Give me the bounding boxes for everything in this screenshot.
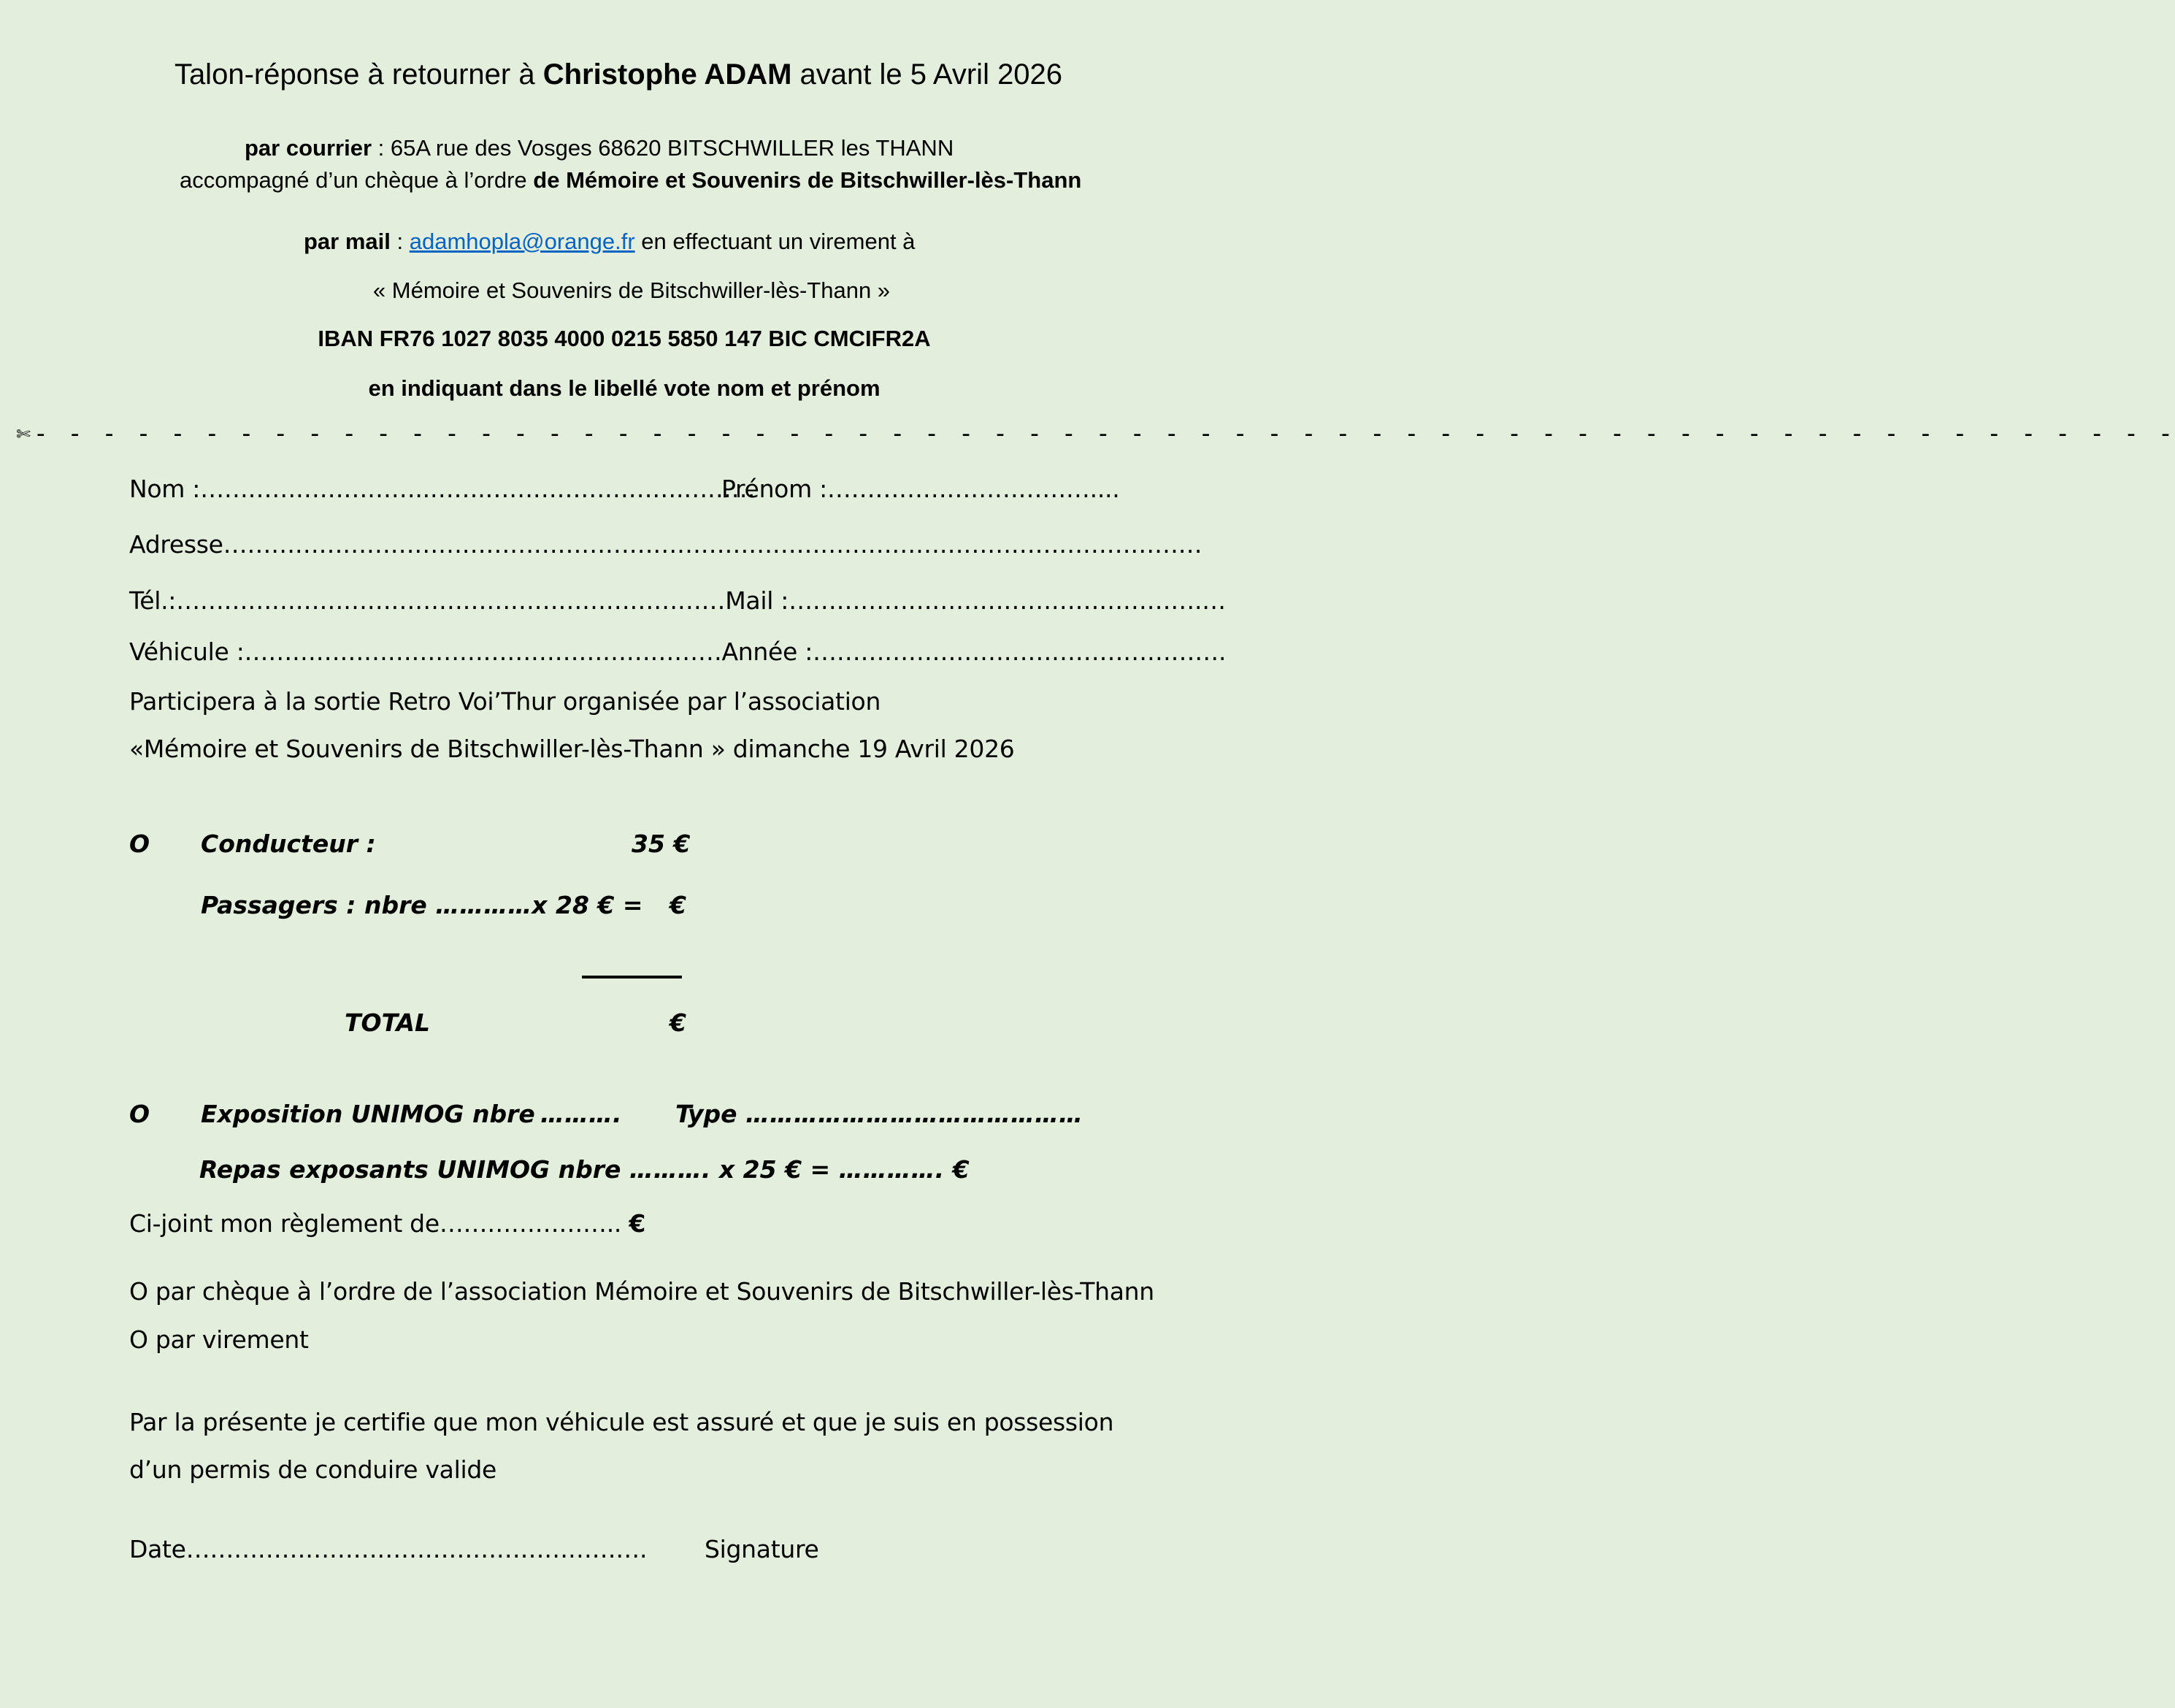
courrier-label: par courrier [245, 135, 372, 161]
repas-field[interactable]: Repas exposants UNIMOG nbre ………. x 25 € = …………. € [199, 1155, 970, 1184]
cut-dashes: - - - - - - - - - - - - - - - - - - - - - - - - - - - - - - - - - - - - - - - - - - - - - - - - - - - - - - - - - - - - - - - [33, 419, 2175, 448]
mail-post: en effectuant un virement à [634, 229, 916, 254]
page-title [0, 58, 1208, 91]
title-pre: Talon-réponse à retourner à [174, 58, 543, 91]
nom-field[interactable]: Nom :………………………..…….…………………….……… [129, 475, 756, 503]
total-label: TOTAL [345, 1008, 431, 1037]
type-field[interactable]: Type …………………………………… [675, 1100, 1083, 1128]
assoc-quoted: « Mémoire et Souvenirs de Bitschwiller-lès-Thann » [372, 277, 891, 303]
title-post: avant le 5 Avril 2026 [791, 58, 1063, 91]
expo-label: Exposition UNIMOG nbre [201, 1100, 535, 1128]
signature-label: Signature [705, 1535, 819, 1563]
iban-line: IBAN FR76 1027 8035 4000 0215 5850 147 BIC CMCIFR2A [318, 326, 931, 351]
prenom-field[interactable]: Prénom :…………………………….... [721, 475, 1120, 503]
mail-line [304, 229, 915, 255]
certify-line-2: d’un permis de conduire valide [129, 1455, 496, 1484]
conducteur-price: 35 € [632, 830, 691, 858]
courrier-line [245, 135, 954, 161]
conducteur-label: Conducteur : [201, 830, 376, 858]
date-field[interactable]: Date…………………………………………………. [129, 1535, 648, 1563]
courrier-text: : 65A rue des Vosges 68620 BITSCHWILLER les THANN [372, 135, 954, 161]
vehicule-annee-field[interactable]: Véhicule :……………………………………………………Année :……………………………………………. [129, 637, 1227, 666]
tel-mail-field[interactable]: Tél.:……………………………………………………………Mail :…………………………………………….… [129, 586, 1226, 615]
total-euro: € [670, 1008, 686, 1037]
mail-label: par mail [304, 229, 391, 254]
cut-line [16, 419, 2175, 448]
reglement-line[interactable] [129, 1209, 645, 1238]
expo-nbre-field[interactable]: ………. [540, 1100, 622, 1128]
participera-text: Participera à la sortie Retro Voi’Thur organisée par l’association [129, 687, 881, 716]
cheque-pre: accompagné d’un chèque à l’ordre [180, 167, 534, 193]
title-name: Christophe ADAM [542, 58, 792, 91]
mail-link[interactable]: adamhopla@orange.fr [409, 229, 635, 254]
total-divider [582, 976, 682, 979]
reglement-euro: € [629, 1209, 645, 1238]
cheque-bold: de Mémoire et Souvenirs de Bitschwiller-lès-Thann [533, 167, 1082, 193]
adresse-field[interactable]: Adresse…………………………………………………………………………………………………………… [129, 530, 1202, 559]
passagers-euro: € [670, 891, 686, 919]
cheque-option[interactable]: O par chèque à l’ordre de l’association Mémoire et Souvenirs de Bitschwiller-lès-Thann [129, 1277, 1154, 1306]
libelle-line: en indiquant dans le libellé vote nom et prénom [368, 375, 881, 401]
cheque-line [180, 167, 1081, 194]
certify-line-1: Par la présente je certifie que mon véhicule est assuré et que je suis en possession [129, 1408, 1114, 1436]
assoc-date-text: «Mémoire et Souvenirs de Bitschwiller-lès-Thann » dimanche 19 Avril 2026 [129, 735, 1015, 763]
unimog-option-radio[interactable]: O [129, 1100, 150, 1128]
virement-option[interactable]: O par virement [129, 1325, 309, 1354]
reglement-text: Ci-joint mon règlement de………………….. [129, 1209, 629, 1238]
conducteur-option-radio[interactable]: O [129, 830, 150, 858]
scissors-icon: ✄ [16, 419, 34, 448]
mail-sep: : [390, 229, 410, 254]
passagers-field[interactable]: Passagers : nbre …………x 28 € = [201, 891, 643, 919]
